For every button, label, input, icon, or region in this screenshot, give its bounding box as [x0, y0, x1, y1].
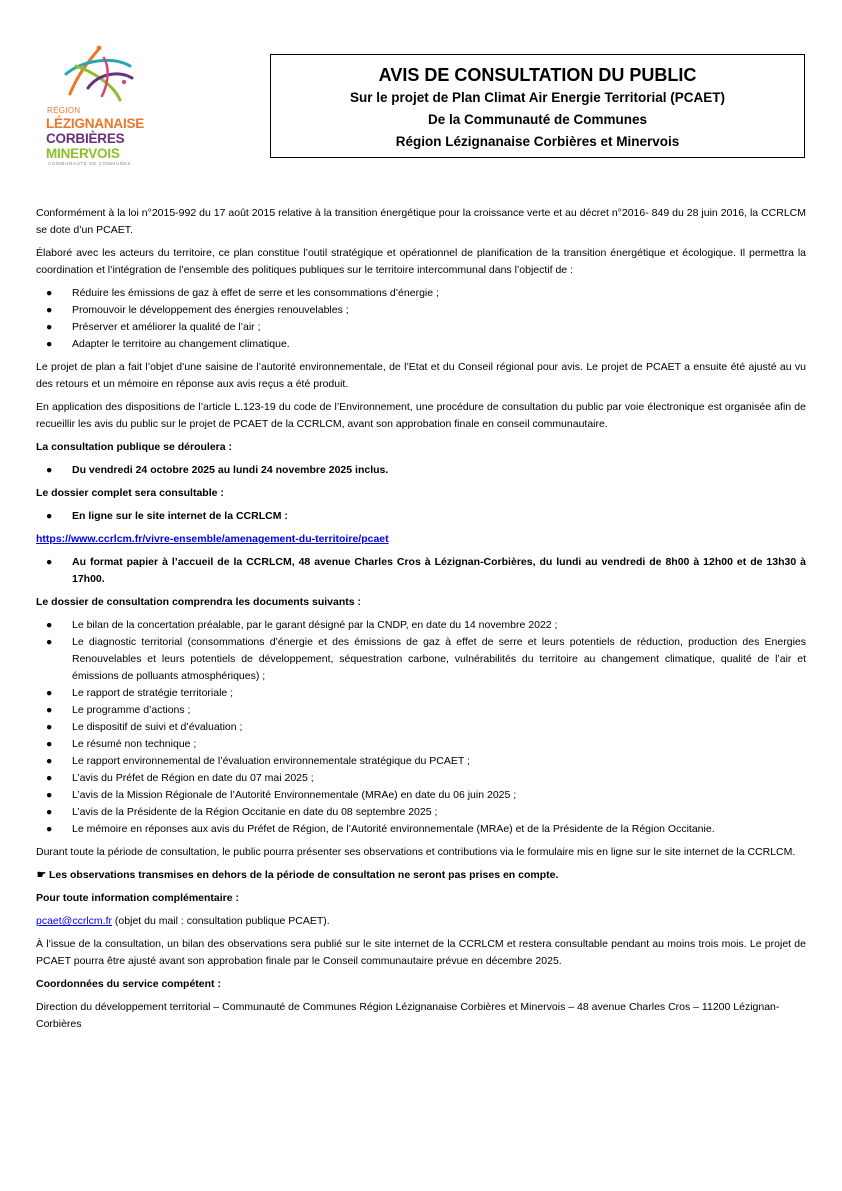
bullet-icon: ●	[46, 755, 53, 767]
dossier-heading: Le dossier complet sera consultable :	[36, 487, 224, 499]
bullet-icon: ●	[46, 464, 53, 476]
warning-notice: ☛ Les observations transmises en dehors de la période de consultation ne seront pas prises en compte.	[36, 867, 806, 884]
bullet-icon: ●	[46, 687, 53, 699]
bullet-icon: ●	[46, 704, 53, 716]
email-line: pcaet@ccrlcm.fr (objet du mail : consultation publique PCAET).	[36, 915, 330, 927]
title-line-project: Sur le projet de Plan Climat Air Energie Territorial (PCAET)	[349, 90, 726, 105]
info-heading: Pour toute information complémentaire :	[36, 892, 240, 904]
bullet-icon: ●	[46, 510, 53, 522]
outcome-paragraph: À l’issue de la consultation, un bilan des observations sera publié sur le site internet de la CCRLCM et restera consultable pendant au moins trois mois. Le projet de PCAET pourra être ajusté avant son approbation finale par le Conseil communautaire prévue en décembre 2025.	[36, 938, 806, 967]
objectives-list	[36, 285, 806, 353]
pcaet-website-link[interactable]: https://www.ccrlcm.fr/vivre-ensemble/amenagement-du-territoire/pcaet	[36, 533, 389, 545]
saisine-paragraph: Le projet de plan a fait l’objet d’une saisine de l’autorité environnementale, de l’Etat et du Conseil régional pour avis. Le projet de PCAET a ensuite été ajusté au vu des retours et un mémoire en réponse aux avis reçus a été produit.	[36, 361, 806, 390]
observations-paragraph: Durant toute la période de consultation, le public pourra présenter ses observations et contributions via le formulaire mis en ligne sur le site internet de la CCRLCM.	[36, 846, 796, 858]
list-item: ● Du vendredi 24 octobre 2025 au lundi 24 novembre 2025 inclus.	[36, 462, 806, 479]
consultation-dates-list	[36, 462, 806, 479]
document-body	[36, 205, 806, 1039]
bullet-icon: ●	[46, 619, 53, 631]
list-item: ● Le diagnostic territorial (consommations d’énergie et des émissions de gaz à effet de serre et leurs potentiels de réduction, production des Energies Renouvelables et leurs potentiels de développement, séquestration carbone, vulnérabilités du territoire au changement climatique, qualité de l’air et émissions de polluants atmosphériques) ;	[46, 636, 806, 682]
list-item: ● Préserver et améliorer la qualité de l’air ;	[36, 319, 806, 336]
list-item: ● En ligne sur le site internet de la CCRLCM :	[36, 508, 806, 525]
list-item: ● Promouvoir le développement des énergies renouvelables ;	[36, 302, 806, 319]
bullet-icon: ●	[46, 738, 53, 750]
logo-line-lezignanaise: LÉZIGNANAISE	[46, 116, 145, 131]
bullet-icon: ●	[46, 789, 53, 801]
consultation-heading: La consultation publique se déroulera :	[36, 441, 233, 453]
bullet-icon: ●	[46, 556, 53, 568]
bullet-icon: ●	[46, 636, 53, 648]
email-link[interactable]: pcaet@ccrlcm.fr	[36, 915, 113, 927]
intro-paragraph-1: Conformément à la loi n°2015-992 du 17 août 2015 relative à la transition énergétique pour la croissance verte et au décret n°2016- 849 du 28 juin 2016, la CCRLCM se dote d’un PCAET.	[36, 207, 806, 236]
documents-heading: Le dossier de consultation comprendra les documents suivants :	[36, 596, 361, 608]
list-item: ● Au format papier à l’accueil de la CCRLCM, 48 avenue Charles Cros à Lézignan-Corbières, du lundi au vendredi de 8h00 à 12h00 et de 13h30 à 17h00.	[46, 556, 806, 585]
logo-line-corbieres: CORBIÈRES	[46, 131, 125, 146]
list-item: ● Le bilan de la concertation préalable, par le garant désigné par la CNDP, en date du 14 novembre 2022 ;	[36, 617, 806, 634]
list-item: ● Réduire les émissions de gaz à effet de serre et les consommations d’énergie ;	[36, 285, 806, 302]
bullet-icon: ●	[46, 321, 53, 333]
dossier-paper-list	[36, 554, 806, 588]
logo	[44, 44, 154, 172]
list-item: ● Le programme d’actions ;	[36, 702, 806, 719]
logo-region-text: RÉGION	[47, 106, 81, 115]
title-box	[270, 54, 805, 158]
intro-paragraph-2: Élaboré avec les acteurs du territoire, ce plan constitue l’outil stratégique et opérationnel de planification de la transition énergétique et écologique. Il permettra la coordination et l’intégration de l’ensemble des politiques publiques sur le territoire intercommunal dans l’objectif de :	[36, 247, 806, 276]
list-item: ● Le rapport environnemental de l’évaluation environnementale stratégique du PCAET ;	[36, 753, 806, 770]
list-item: ● Le rapport de stratégie territoriale ;	[36, 685, 806, 702]
list-item: ● L’avis de la Mission Régionale de l’Autorité Environnementale (MRAe) en date du 06 juin 2025 ;	[36, 787, 806, 804]
pointing-hand-icon: ☛	[36, 869, 47, 881]
logo-line-minervois: MINERVOIS	[46, 146, 120, 161]
dossier-online-list	[36, 508, 806, 525]
bullet-icon: ●	[46, 772, 53, 784]
list-item: ● Le résumé non technique ;	[36, 736, 806, 753]
bullet-icon: ●	[46, 338, 53, 350]
title-line-region: Région Lézignanaise Corbières et Minervois	[395, 134, 680, 149]
bullet-icon: ●	[46, 287, 53, 299]
contact-address: Direction du développement territorial – Communauté de Communes Région Lézignanaise Corbières et Minervois – 48 avenue Charles Cros – 11200 Lézignan-Corbières	[36, 1001, 780, 1030]
logo-subtitle: COMMUNAUTÉ DE COMMUNES	[48, 161, 131, 166]
procedure-paragraph: En application des dispositions de l’article L.123-19 du code de l’Environnement, une procédure de consultation du public par voie électronique est organisée afin de recueillir les avis du public sur le projet de PCAET de la CCRLCM, avant son approbation finale en conseil communautaire.	[36, 401, 806, 430]
bullet-icon: ●	[46, 806, 53, 818]
list-item: ● Le mémoire en réponses aux avis du Préfet de Région, de l’Autorité environnementale (MRAe) et de la Présidente de la Région Occitanie.	[36, 821, 806, 838]
bullet-icon: ●	[46, 304, 53, 316]
title-line-community: De la Communauté de Communes	[427, 112, 648, 127]
page-title: AVIS DE CONSULTATION DU PUBLIC	[378, 65, 697, 85]
list-item: ● L’avis du Préfet de Région en date du 07 mai 2025 ;	[36, 770, 806, 787]
bullet-icon: ●	[46, 823, 53, 835]
list-item: ● Adapter le territoire au changement climatique.	[36, 336, 806, 353]
bullet-icon: ●	[46, 721, 53, 733]
list-item: ● Le dispositif de suivi et d’évaluation ;	[36, 719, 806, 736]
list-item: ● L’avis de la Présidente de la Région Occitanie en date du 08 septembre 2025 ;	[36, 804, 806, 821]
logo-swirl-icon	[58, 44, 138, 106]
documents-list	[36, 617, 806, 838]
contact-heading: Coordonnées du service compétent :	[36, 978, 221, 990]
